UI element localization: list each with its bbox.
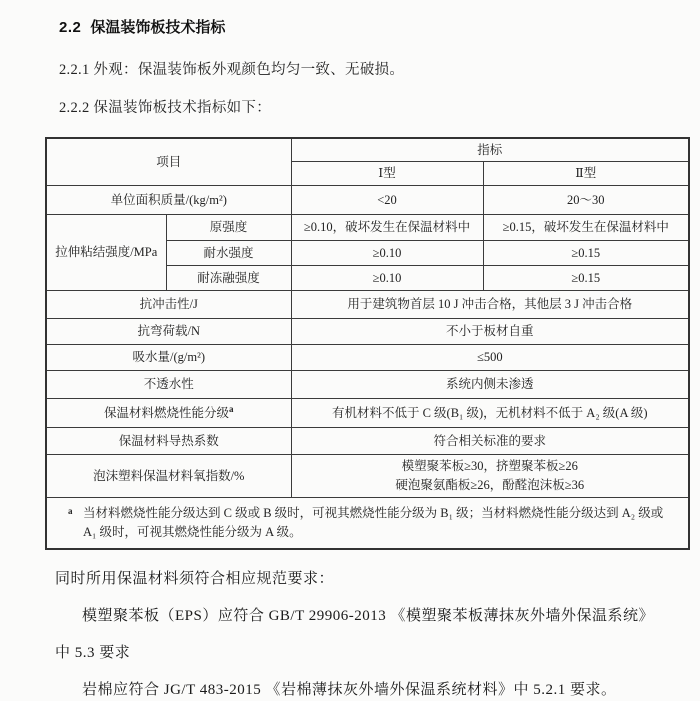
header-cell-type1: Ⅰ型 [291, 162, 483, 186]
combustibility-value: 有机材料不低于 C 级(B₁ 级)，无机材料不低于 A₂ 级(A 级) [291, 399, 689, 428]
impact-label: 抗冲击性/J [46, 291, 291, 319]
bending-value: 不小于板材自重 [291, 319, 689, 345]
table-row-combustibility [46, 399, 689, 428]
table-footnote-row [46, 498, 689, 550]
oxygen-index-value-line2: 硬泡聚氨酯板≥26，酚醛泡沫板≥36 [395, 478, 585, 492]
note-eps-standard: 模塑聚苯板（EPS）应符合 GB/T 29906-2013 《模塑聚苯板薄抹灰外墙外保温系统》 [82, 608, 654, 624]
unit-mass-type2: 20～30 [483, 186, 689, 215]
tensile-freeze-thaw-label: 耐冻融强度 [166, 266, 291, 291]
table-row-impact [46, 291, 689, 319]
tensile-water-type2: ≥0.15 [483, 241, 689, 266]
combustibility-label-text: 保温材料燃烧性能分级 [104, 406, 230, 421]
tensile-original-type2: ≥0.15，破坏发生在保温材料中 [483, 215, 689, 241]
tensile-freeze-thaw-type1: ≥0.10 [291, 266, 483, 291]
footnote-ref-mark: a [229, 404, 234, 415]
thermal-conductivity-label: 保温材料导热系数 [46, 428, 291, 455]
tensile-group-label: 拉伸粘结强度/MPa [46, 215, 166, 291]
tensile-water-label: 耐水强度 [166, 241, 291, 266]
spec-table [45, 137, 690, 550]
header-cell-indicator: 指标 [291, 138, 689, 162]
section-number: 2.2 [59, 19, 82, 36]
oxygen-index-label: 泡沫塑料保温材料氧指数/% [46, 455, 291, 498]
header-cell-type2: Ⅱ型 [483, 162, 689, 186]
bending-label: 抗弯荷载/N [46, 319, 291, 345]
document-page [0, 16, 700, 698]
section-title: 保温装饰板技术指标 [90, 19, 226, 36]
thermal-conductivity-value: 符合相关标准的要求 [291, 428, 689, 455]
note-eps-clause: 中 5.3 要求 [55, 645, 131, 661]
tensile-original-label: 原强度 [166, 215, 291, 241]
oxygen-index-value-line1: 模塑聚苯板≥30，挤塑聚苯板≥26 [401, 459, 578, 473]
tensile-original-type1: ≥0.10，破坏发生在保温材料中 [291, 215, 483, 241]
table-row-oxygen-index [46, 455, 689, 498]
table-row-thermal-conductivity [46, 428, 689, 455]
combustibility-label [46, 399, 291, 428]
footnote-text: 当材料燃烧性能分级达到 C 级或 B 级时，可视其燃烧性能分级为 B₁ 级；当材料燃烧性能分级达到 A₂ 级或 A₁ 级时，可视其燃烧性能分级为 A 级。 [83, 505, 664, 539]
header-cell-item: 项目 [46, 138, 291, 186]
footnote-marker: a [68, 506, 73, 516]
tensile-water-type1: ≥0.10 [291, 241, 483, 266]
table-row-unit-mass [46, 186, 689, 215]
table-row-water-absorption [46, 345, 689, 371]
tensile-freeze-thaw-type2: ≥0.15 [483, 266, 689, 291]
impermeability-label: 不透水性 [46, 371, 291, 399]
clause-2-2-2: 2.2.2 保温装饰板技术指标如下： [59, 100, 272, 116]
water-absorption-value: ≤500 [291, 345, 689, 371]
table-row-tensile-original [46, 215, 689, 241]
table-header-row-1 [46, 138, 689, 162]
clause-2-2-1: 2.2.1 外观：保温装饰板外观颜色均匀一致、无破损。 [59, 62, 405, 78]
oxygen-index-value [291, 455, 689, 498]
note-requirements-intro: 同时所用保温材料须符合相应规范要求： [55, 571, 335, 587]
table-row-bending [46, 319, 689, 345]
note-rockwool-standard: 岩棉应符合 JG/T 483-2015 《岩棉薄抹灰外墙外保温系统材料》中 5.2.1 要求。 [82, 682, 617, 698]
section-heading [59, 16, 700, 37]
table-row-impermeability [46, 371, 689, 399]
unit-mass-type1: <20 [291, 186, 483, 215]
water-absorption-label: 吸水量/(g/m²) [46, 345, 291, 371]
impact-value: 用于建筑物首层 10 J 冲击合格，其他层 3 J 冲击合格 [291, 291, 689, 319]
impermeability-value: 系统内侧未渗透 [291, 371, 689, 399]
unit-mass-label: 单位面积质量/(kg/m²) [46, 186, 291, 215]
table-footnote-cell [46, 498, 689, 550]
